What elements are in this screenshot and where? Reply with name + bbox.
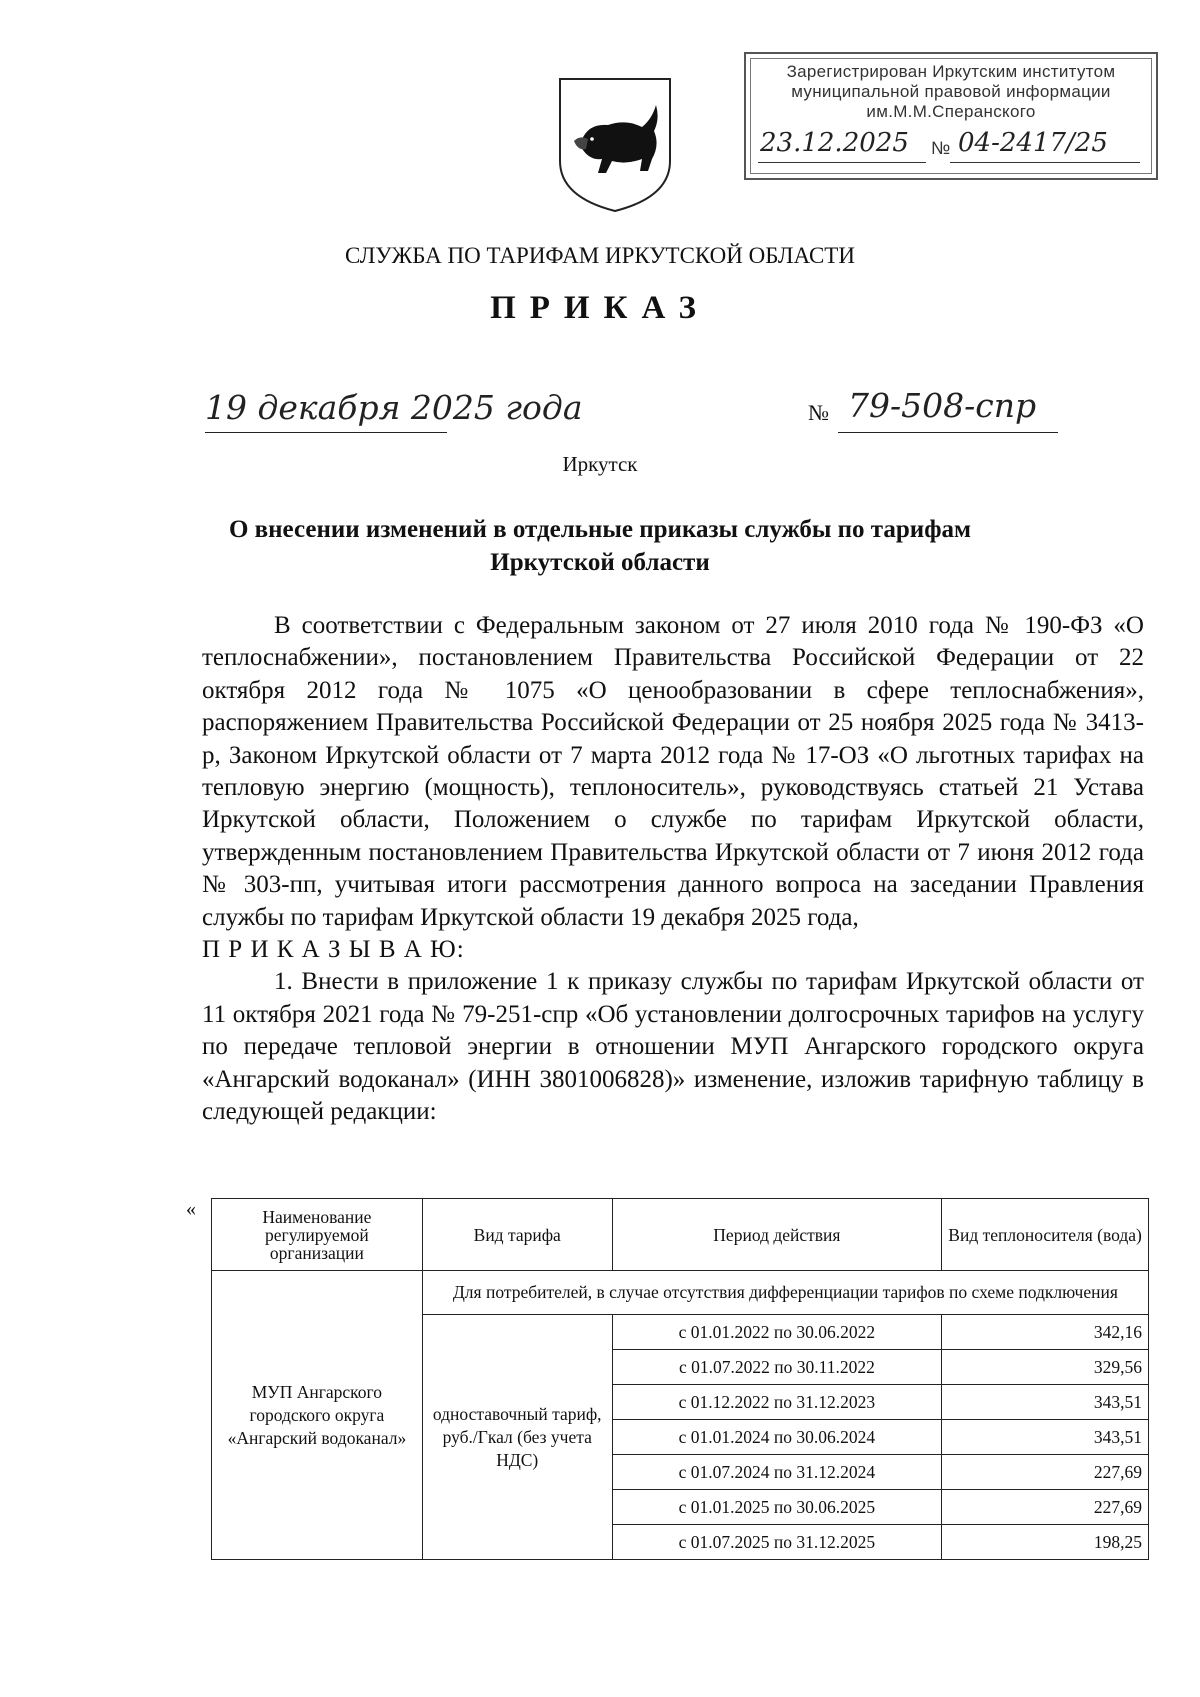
header-carrier: Вид теплоносителя (вода) <box>942 1199 1149 1271</box>
preamble-paragraph: В соответствии с Федеральным законом от 27 июля 2010 года № 190-ФЗ «О теплоснабжении», постановлением Правительства Российской Федерации от 22 октября 2012 года № 1075 «О ценообразовании в сфере теплоснабжения», распоряжением Правительства Российской Федерации от 25 ноября 2025 года № 3413-р, Законом Иркутской области от 7 марта 2012 года № 17-ОЗ «О льготных тарифах на тепловую энергию (мощность), теплоноситель», руководствуясь статьей 21 Устава Иркутской области, Положением о службе по тарифам Иркутской области, утвержденным постановлением Правительства Иркутской области от 7 июня 2012 года № 303-пп, учитывая итоги рассмотрения данного вопроса на заседании Правления службы по тарифам Иркутской области 19 декабря 2025 года, <box>202 612 1144 931</box>
document-body <box>202 610 1144 1129</box>
cell-period: с 01.01.2022 по 30.06.2022 <box>612 1315 941 1350</box>
stamp-line-3: им.М.М.Сперанского <box>866 102 1036 121</box>
header-org: Наименование регулируемой организации <box>212 1199 423 1271</box>
stamp-line-2: муниципальной правовой информации <box>791 82 1111 101</box>
coat-of-arms-emblem <box>556 75 674 213</box>
document-type: ПРИКАЗ <box>490 290 710 326</box>
table-group-row <box>212 1271 1149 1315</box>
organization-name: СЛУЖБА ПО ТАРИФАМ ИРКУТСКОЙ ОБЛАСТИ <box>345 243 855 268</box>
order-date: 19 декабря 2025 года <box>205 388 583 427</box>
cell-tariff-name: одноставочный тариф, руб./Гкал (без учета НДС) <box>422 1315 612 1560</box>
date-underline <box>205 432 447 433</box>
header-period: Период действия <box>612 1199 941 1271</box>
cell-value: 198,25 <box>942 1525 1149 1560</box>
cell-period: с 01.01.2025 по 30.06.2025 <box>612 1490 941 1525</box>
registration-stamp <box>744 52 1158 180</box>
cell-period: с 01.07.2025 по 31.12.2025 <box>612 1525 941 1560</box>
order-word: П Р И К А З Ы В А Ю: <box>202 936 465 964</box>
stamp-line-1: Зарегистрирован Иркутским институтом <box>786 62 1116 81</box>
city: Иркутск <box>562 452 638 476</box>
table-open-quote: « <box>186 1198 196 1220</box>
document-title: О внесении изменений в отдельные приказы службы по тарифам Иркутской области <box>228 516 972 576</box>
header-tariff-type: Вид тарифа <box>422 1199 612 1271</box>
cell-value: 343,51 <box>942 1385 1149 1420</box>
cell-period: с 01.07.2022 по 30.11.2022 <box>612 1350 941 1385</box>
item-1-paragraph: 1. Внести в приложение 1 к приказу службы по тарифам Иркутской области от 11 октября 2021 года № 79-251-спр «Об установлении долгосрочных тарифов на услугу по передаче тепловой энергии в отношении МУП Ангарского городского округа «Ангарский водоканал» (ИНН 3801006828)» изменение, изложив тарифную таблицу в следующей редакции: <box>202 968 1144 1126</box>
stamp-number: 04-2417/25 <box>958 128 1108 158</box>
cell-period: с 01.07.2024 по 31.12.2024 <box>612 1455 941 1490</box>
cell-value: 227,69 <box>942 1490 1149 1525</box>
table-header-row <box>212 1199 1149 1271</box>
cell-value: 227,69 <box>942 1455 1149 1490</box>
cell-org-name: МУП Ангарского городского округа «Ангарский водоканал» <box>212 1271 423 1560</box>
stamp-number-label: № <box>931 138 951 158</box>
cell-value: 343,51 <box>942 1420 1149 1455</box>
cell-group-label: Для потребителей, в случае отсутствия дифференциации тарифов по схеме подключения <box>422 1271 1148 1315</box>
tariff-table <box>211 1198 1149 1560</box>
stamp-date: 23.12.2025 <box>760 128 909 158</box>
cell-period: с 01.12.2022 по 31.12.2023 <box>612 1385 941 1420</box>
order-number: 79-508-спр <box>848 386 1037 425</box>
cell-value: 329,56 <box>942 1350 1149 1385</box>
cell-period: с 01.01.2024 по 30.06.2024 <box>612 1420 941 1455</box>
order-number-label: № <box>808 400 829 425</box>
number-underline <box>838 432 1058 433</box>
cell-value: 342,16 <box>942 1315 1149 1350</box>
